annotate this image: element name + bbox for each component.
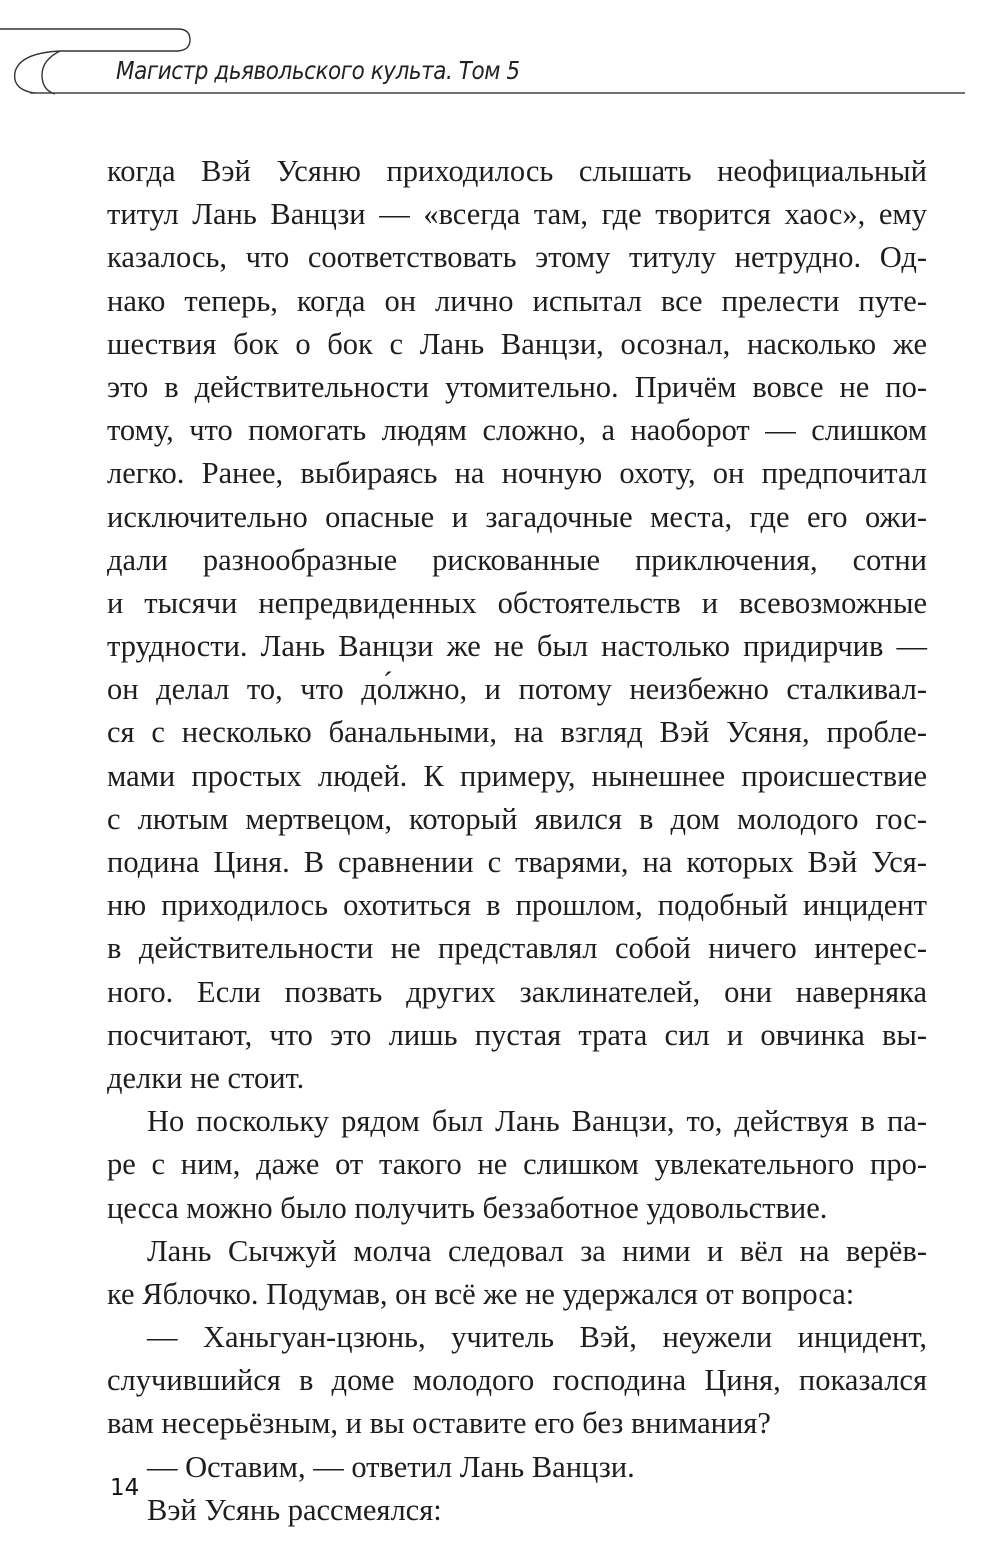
text-line: цесса можно было получить беззаботное удовольствие. xyxy=(107,1190,828,1225)
text-line: нако теперь, когда он лично испытал все прелести путе- xyxy=(107,283,927,318)
text-line: и тысячи непредвиденных обстоятельств и всевозможные xyxy=(107,585,927,620)
text-line: казалось, что соответствовать этому титулу нетрудно. Од- xyxy=(107,240,927,275)
text-line: это в действительности утомительно. Причём вовсе не по- xyxy=(107,369,927,404)
text-line: дали разнообразные рискованные приключения, сотни xyxy=(107,542,927,577)
text-line: — Оставим, — ответил Лань Ванцзи. xyxy=(147,1449,635,1484)
text-line: титул Лань Ванцзи — «всегда там, где творится хаос», ему xyxy=(107,197,927,232)
text-line: подина Циня. В сравнении с тварями, на которых Вэй Уся- xyxy=(107,845,927,879)
text-line: когда Вэй Усяню приходилось слышать неофициальный xyxy=(107,154,927,188)
text-line: посчитают, что это лишь пустая трата сил и овчинка вы- xyxy=(107,1017,927,1052)
text-line: Но поскольку рядом был Лань Ванцзи, то, действуя в па- xyxy=(147,1104,927,1139)
scroll-ornament-icon xyxy=(0,0,1000,110)
page-number: 14 xyxy=(110,1475,140,1501)
text-line: Лань Сычжуй молча следовал за ними и вёл на верёв- xyxy=(147,1233,927,1268)
text-line: — Ханьгуан-цзюнь, учитель Вэй, неужели инцидент, xyxy=(147,1320,927,1355)
text-line: ся с несколько банальными, на взгляд Вэй Усяня, пробле- xyxy=(107,715,927,750)
text-line: Вэй Усянь рассмеялся: xyxy=(147,1492,442,1527)
text-line: с лютым мертвецом, который явился в дом молодого гос- xyxy=(107,801,927,836)
text-line: он делал то, что до́лжно, и потому неизбежно сталкивал- xyxy=(107,672,927,707)
running-header xyxy=(0,0,1000,110)
running-title: Магистр дьявольского культа. Том 5 xyxy=(116,56,520,85)
text-line: мами простых людей. К примеру, нынешнее происшествие xyxy=(107,758,927,793)
text-line: легко. Ранее, выбираясь на ночную охоту, он предпочитал xyxy=(107,456,927,491)
text-line: исключительно опасные и загадочные места, где его ожи- xyxy=(107,499,927,534)
text-line: ню приходилось охотиться в прошлом, подобный инцидент xyxy=(107,888,927,923)
text-line: тому, что помогать людям сложно, а наоборот — слишком xyxy=(107,413,927,448)
text-line: в действительности не представлял собой ничего интерес- xyxy=(107,931,927,966)
text-line: ке Яблочко. Подумав, он всё же не удержался от вопроса: xyxy=(107,1276,855,1311)
text-line: случившийся в доме молодого господина Циня, показался xyxy=(107,1363,927,1398)
text-line: ре с ним, даже от такого не слишком увлекательного про- xyxy=(107,1147,927,1182)
text-line: вам несерьёзным, и вы оставите его без внимания? xyxy=(107,1406,771,1441)
text-line: шествия бок о бок с Лань Ванцзи, осознал, насколько же xyxy=(107,326,927,361)
text-line: делки не стоит. xyxy=(107,1060,305,1095)
page-body-text xyxy=(107,150,927,1532)
text-line: ного. Если позвать других заклинателей, они наверняка xyxy=(107,974,927,1009)
text-line: трудности. Лань Ванцзи же не был настолько придирчив — xyxy=(107,629,927,664)
